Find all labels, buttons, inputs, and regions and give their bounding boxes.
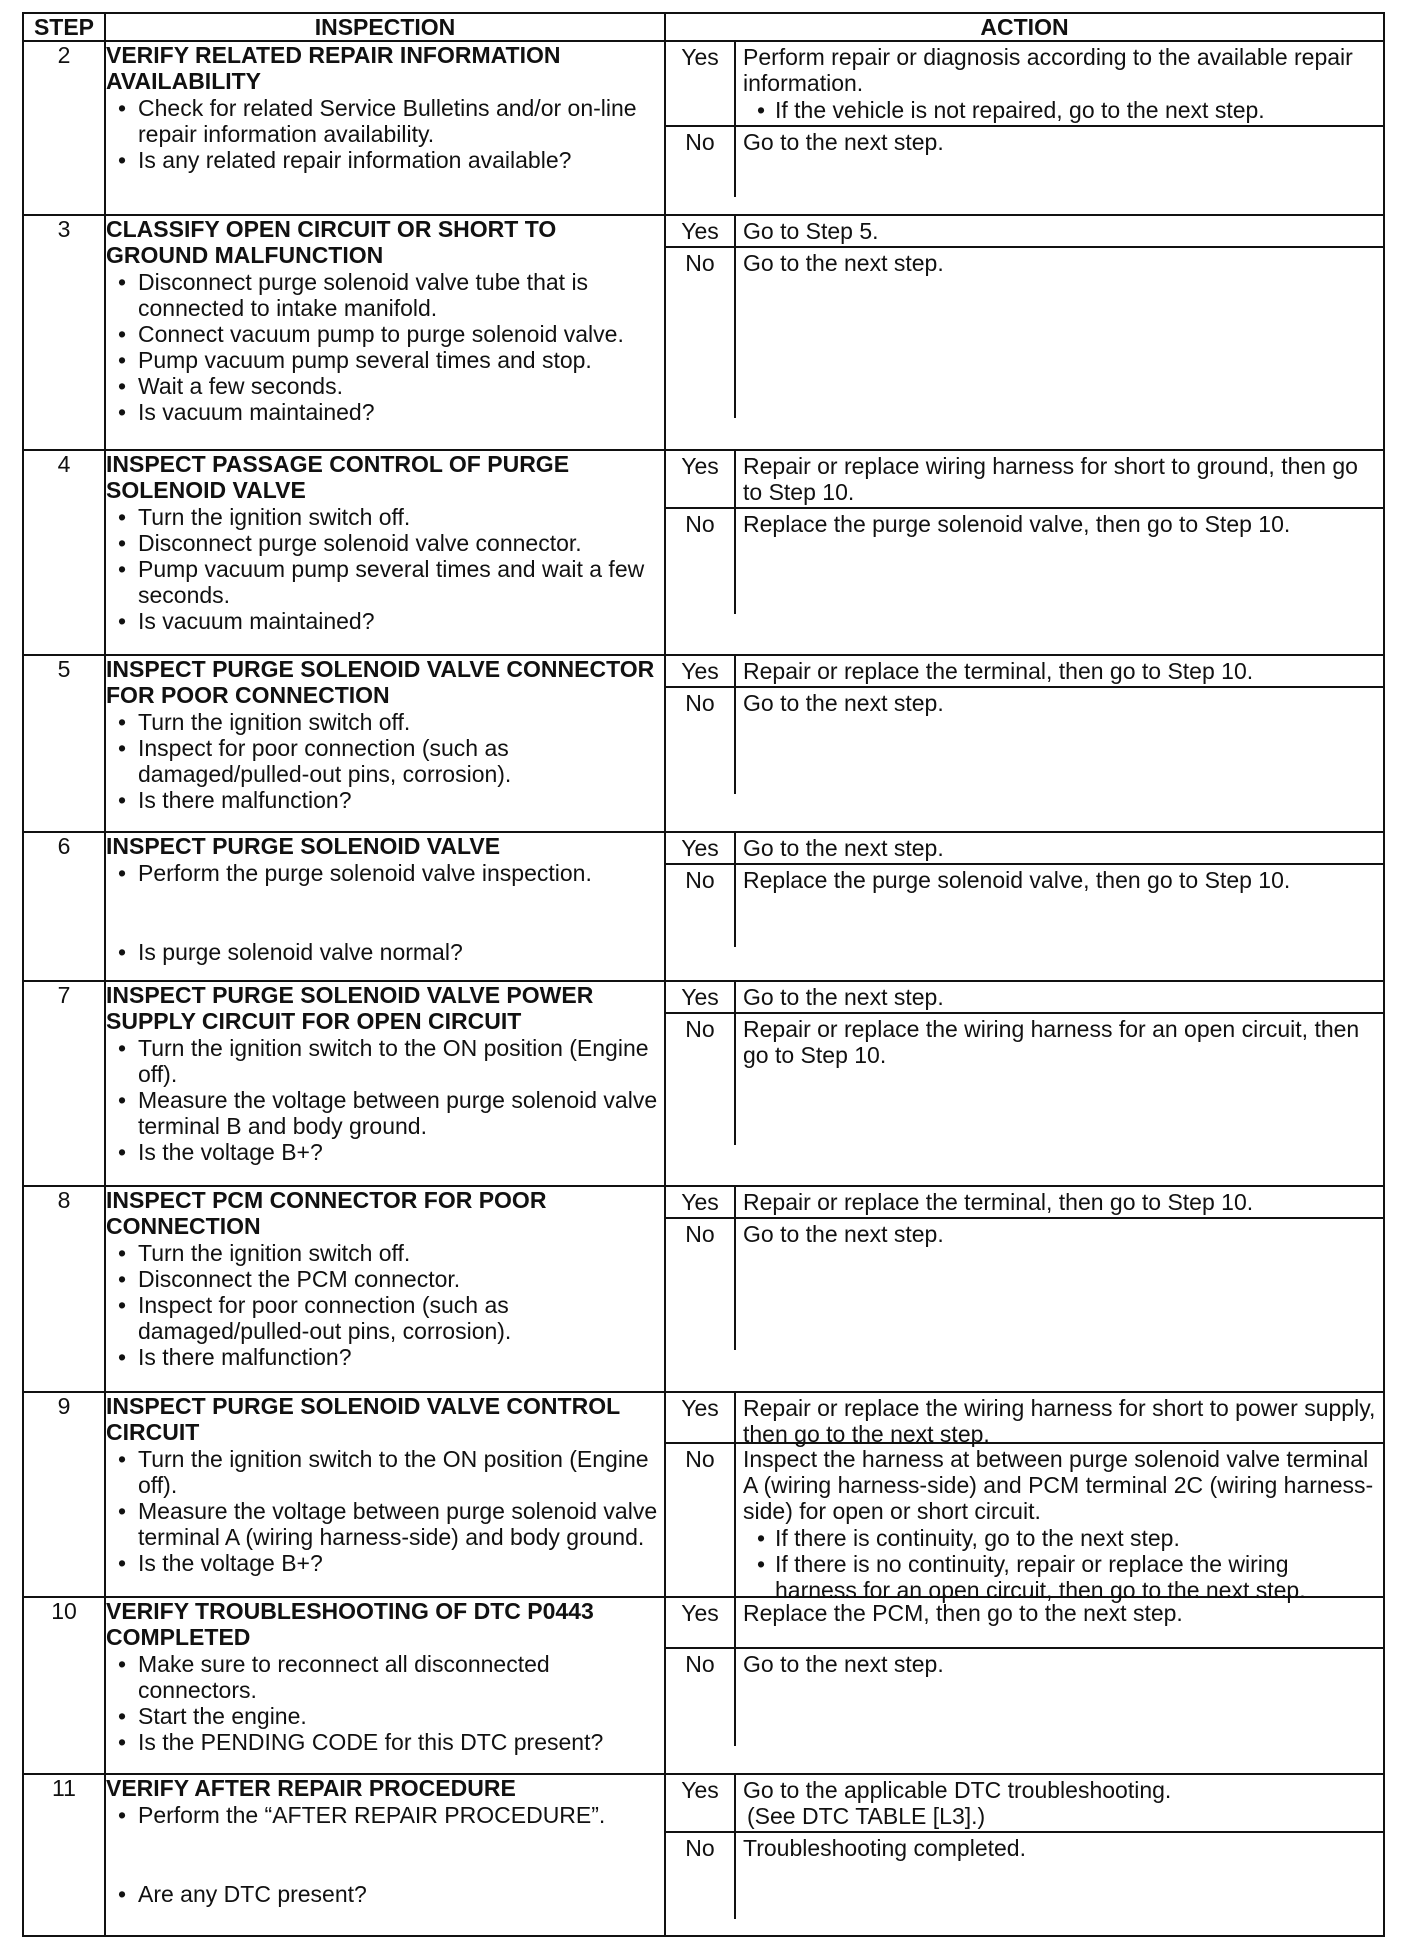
action-bullet: • If the vehicle is not repaired, go to the next step. bbox=[743, 97, 1376, 123]
action-cell bbox=[665, 450, 1384, 655]
no-action-text: Go to the next step. bbox=[743, 129, 944, 155]
inspection-bullet: • Disconnect purge solenoid valve tube that is connected to intake manifold. bbox=[106, 269, 664, 321]
yes-branch bbox=[666, 656, 1383, 688]
no-label: No bbox=[666, 248, 736, 418]
action-cell bbox=[665, 1774, 1384, 1936]
no-branch bbox=[666, 688, 1383, 794]
no-branch bbox=[666, 127, 1383, 197]
inspection-bullet: • Start the engine. bbox=[106, 1703, 664, 1729]
no-action bbox=[736, 688, 1383, 794]
yes-action-reference: (See DTC TABLE [L3].) bbox=[747, 1802, 986, 1829]
inspection-cell bbox=[105, 655, 665, 832]
yes-action bbox=[736, 216, 1383, 246]
action-cell bbox=[665, 981, 1384, 1186]
inspection-bullet: • Is vacuum maintained? bbox=[106, 399, 664, 425]
yes-action-text: Repair or replace the terminal, then go to Step 10. bbox=[743, 658, 1254, 685]
no-action-text: Go to the next step. bbox=[743, 690, 944, 717]
no-action bbox=[736, 1014, 1383, 1145]
no-action bbox=[736, 1649, 1383, 1746]
inspection-bullets bbox=[106, 504, 664, 634]
yes-label: Yes bbox=[666, 42, 736, 125]
table-row bbox=[23, 215, 1384, 449]
no-label: No bbox=[666, 1444, 736, 1605]
yes-action bbox=[736, 833, 1383, 863]
inspection-cell bbox=[105, 832, 665, 981]
inspection-bullet: • Is the PENDING CODE for this DTC present? bbox=[106, 1729, 664, 1755]
inspection-title: INSPECT PURGE SOLENOID VALVE CONNECTOR FOR POOR CONNECTION bbox=[106, 656, 655, 709]
diagnostic-table bbox=[22, 12, 1385, 1937]
table-row bbox=[23, 450, 1384, 655]
inspection-bullet: • Wait a few seconds. bbox=[106, 373, 664, 399]
no-action bbox=[736, 1833, 1383, 1919]
inspection-bullet: • Pump vacuum pump several times and stop. bbox=[106, 347, 664, 373]
inspection-title: CLASSIFY OPEN CIRCUIT OR SHORT TO GROUND MALFUNCTION bbox=[106, 216, 557, 269]
yes-label: Yes bbox=[666, 1187, 736, 1217]
yes-label: Yes bbox=[666, 833, 736, 863]
yes-branch bbox=[666, 1775, 1383, 1833]
no-label: No bbox=[666, 1649, 736, 1746]
no-branch bbox=[666, 248, 1383, 418]
no-label: No bbox=[666, 509, 736, 614]
yes-action-text: Go to the next step. bbox=[743, 983, 944, 1010]
header-inspection: INSPECTION bbox=[105, 13, 665, 41]
inspection-bullet: • Is any related repair information available? bbox=[106, 147, 664, 173]
no-branch bbox=[666, 1649, 1383, 1746]
inspection-title: INSPECT PURGE SOLENOID VALVE CONTROL CIRCUIT bbox=[106, 1392, 620, 1445]
yes-label: Yes bbox=[666, 982, 736, 1012]
spacer bbox=[106, 1828, 664, 1880]
inspection-bullet: • Is vacuum maintained? bbox=[106, 608, 664, 634]
yes-action bbox=[736, 1775, 1383, 1831]
yes-action-text: Go to the applicable DTC troubleshooting. bbox=[743, 1776, 1172, 1803]
inspection-bullet: • Check for related Service Bulletins and/or on-line repair information availability. bbox=[106, 95, 664, 147]
yes-action-text: Replace the PCM, then go to the next step. bbox=[743, 1600, 1183, 1627]
yes-label: Yes bbox=[666, 1775, 736, 1831]
no-branch bbox=[666, 1014, 1383, 1145]
inspection-title: INSPECT PURGE SOLENOID VALVE bbox=[106, 832, 501, 859]
inspection-bullets bbox=[106, 860, 664, 886]
inspection-title: VERIFY TROUBLESHOOTING OF DTC P0443 COMPLETED bbox=[106, 1598, 594, 1651]
no-action bbox=[736, 509, 1383, 614]
yes-branch bbox=[666, 982, 1383, 1014]
table-row bbox=[23, 981, 1384, 1186]
inspection-bullet: • Turn the ignition switch to the ON position (Engine off). bbox=[106, 1035, 664, 1087]
table-row bbox=[23, 1392, 1384, 1597]
yes-label: Yes bbox=[666, 451, 736, 507]
inspection-bullet: • Turn the ignition switch off. bbox=[106, 1240, 664, 1266]
no-label: No bbox=[666, 688, 736, 794]
inspection-bullets bbox=[106, 1802, 664, 1828]
inspection-bullet: • Turn the ignition switch to the ON position (Engine off). bbox=[106, 1446, 664, 1498]
action-cell bbox=[665, 1186, 1384, 1391]
yes-branch bbox=[666, 216, 1383, 248]
no-label: No bbox=[666, 1219, 736, 1350]
table-body bbox=[23, 41, 1384, 1936]
inspection-bullet: • Connect vacuum pump to purge solenoid valve. bbox=[106, 321, 664, 347]
yes-action bbox=[736, 42, 1383, 125]
yes-branch bbox=[666, 833, 1383, 865]
yes-label: Yes bbox=[666, 1393, 736, 1442]
inspection-bullet: • Is purge solenoid valve normal? bbox=[106, 939, 664, 965]
inspection-bullet: • Turn the ignition switch off. bbox=[106, 709, 664, 735]
yes-action-text: Go to Step 5. bbox=[743, 218, 879, 245]
yes-action bbox=[736, 656, 1383, 686]
action-cell bbox=[665, 1597, 1384, 1774]
no-action-text: Repair or replace the wiring harness for an open circuit, then go to Step 10. bbox=[743, 1015, 1360, 1068]
yes-label: Yes bbox=[666, 656, 736, 686]
inspection-bullet: • Inspect for poor connection (such as damaged/pulled-out pins, corrosion). bbox=[106, 1292, 664, 1344]
inspection-bullet: • Disconnect the PCM connector. bbox=[106, 1266, 664, 1292]
no-action-text: Go to the next step. bbox=[743, 1221, 944, 1248]
yes-action-text: Repair or replace wiring harness for short to ground, then go to Step 10. bbox=[743, 452, 1358, 505]
yes-action bbox=[736, 1598, 1383, 1647]
yes-branch bbox=[666, 1598, 1383, 1649]
inspection-bullets bbox=[106, 1651, 664, 1755]
inspection-cell bbox=[105, 1774, 665, 1936]
yes-action bbox=[736, 982, 1383, 1012]
inspection-bullet: • Is the voltage B+? bbox=[106, 1550, 664, 1576]
inspection-bullet: • Is there malfunction? bbox=[106, 1344, 664, 1370]
no-label: No bbox=[666, 865, 736, 947]
header-action: ACTION bbox=[665, 13, 1384, 41]
no-action-text: Replace the purge solenoid valve, then go to Step 10. bbox=[743, 866, 1291, 893]
yes-action-text: Repair or replace the wiring harness for short to power supply, then go to the next step. bbox=[743, 1394, 1376, 1447]
inspection-bullets bbox=[106, 1240, 664, 1370]
no-action bbox=[736, 1444, 1383, 1605]
inspection-cell bbox=[105, 981, 665, 1186]
spacer bbox=[106, 886, 664, 938]
no-branch bbox=[666, 509, 1383, 614]
action-bullet: • If there is no continuity, repair or replace the wiring harness for an open circuit, then go to the next step. bbox=[743, 1551, 1376, 1603]
table-row bbox=[23, 1774, 1384, 1936]
no-action-bullets bbox=[743, 1525, 1376, 1603]
inspection-bullets-after bbox=[106, 939, 664, 965]
step-number: 3 bbox=[23, 215, 105, 449]
yes-branch bbox=[666, 1393, 1383, 1447]
yes-action-text: Perform repair or diagnosis according to the available repair information. bbox=[743, 44, 1353, 96]
step-number: 7 bbox=[23, 981, 105, 1186]
yes-action-text: Go to the next step. bbox=[743, 834, 944, 861]
table-row bbox=[23, 655, 1384, 832]
action-cell bbox=[665, 832, 1384, 981]
no-action bbox=[736, 865, 1383, 947]
inspection-cell bbox=[105, 1186, 665, 1391]
yes-branch bbox=[666, 1187, 1383, 1219]
yes-branch bbox=[666, 451, 1383, 509]
inspection-bullet: • Inspect for poor connection (such as damaged/pulled-out pins, corrosion). bbox=[106, 735, 664, 787]
inspection-bullet: • Are any DTC present? bbox=[106, 1881, 664, 1907]
inspection-bullet: • Perform the purge solenoid valve inspection. bbox=[106, 860, 664, 886]
inspection-bullets bbox=[106, 1035, 664, 1165]
inspection-bullets bbox=[106, 709, 664, 813]
action-cell bbox=[665, 655, 1384, 832]
no-branch bbox=[666, 1444, 1383, 1605]
inspection-bullets-after bbox=[106, 1881, 664, 1907]
inspection-cell bbox=[105, 215, 665, 449]
yes-action bbox=[736, 451, 1383, 507]
yes-branch bbox=[666, 42, 1383, 127]
inspection-cell bbox=[105, 41, 665, 215]
inspection-bullet: • Is there malfunction? bbox=[106, 787, 664, 813]
no-label: No bbox=[666, 127, 736, 197]
yes-label: Yes bbox=[666, 216, 736, 246]
inspection-title: INSPECT PCM CONNECTOR FOR POOR CONNECTION bbox=[106, 1187, 547, 1240]
no-action-text: Go to the next step. bbox=[743, 250, 944, 277]
step-number: 8 bbox=[23, 1186, 105, 1391]
no-branch bbox=[666, 865, 1383, 947]
yes-action-text: Repair or replace the terminal, then go to Step 10. bbox=[743, 1189, 1254, 1216]
step-number: 5 bbox=[23, 655, 105, 832]
no-action-text: Replace the purge solenoid valve, then go to Step 10. bbox=[743, 510, 1291, 537]
no-action bbox=[736, 248, 1383, 418]
inspection-bullet: • Disconnect purge solenoid valve connector. bbox=[106, 530, 664, 556]
table-row bbox=[23, 1186, 1384, 1391]
inspection-title: VERIFY RELATED REPAIR INFORMATION AVAILABILITY bbox=[106, 42, 561, 94]
no-action bbox=[736, 127, 1383, 197]
no-action bbox=[736, 1219, 1383, 1350]
action-cell bbox=[665, 41, 1384, 215]
header-step: STEP bbox=[23, 13, 105, 41]
yes-action bbox=[736, 1187, 1383, 1217]
step-number: 10 bbox=[23, 1597, 105, 1774]
no-label: No bbox=[666, 1014, 736, 1145]
action-cell bbox=[665, 215, 1384, 449]
inspection-cell bbox=[105, 1597, 665, 1774]
inspection-cell bbox=[105, 1392, 665, 1597]
inspection-bullet: • Make sure to reconnect all disconnected connectors. bbox=[106, 1651, 664, 1703]
step-number: 9 bbox=[23, 1392, 105, 1597]
inspection-cell bbox=[105, 450, 665, 655]
yes-action bbox=[736, 1393, 1383, 1447]
yes-action-bullets bbox=[743, 97, 1376, 123]
inspection-title: INSPECT PURGE SOLENOID VALVE POWER SUPPLY CIRCUIT FOR OPEN CIRCUIT bbox=[106, 981, 594, 1034]
step-number: 2 bbox=[23, 41, 105, 215]
no-branch bbox=[666, 1219, 1383, 1350]
inspection-title: VERIFY AFTER REPAIR PROCEDURE bbox=[106, 1774, 516, 1801]
inspection-bullet: • Perform the “AFTER REPAIR PROCEDURE”. bbox=[106, 1802, 664, 1828]
inspection-bullet: • Measure the voltage between purge solenoid valve terminal A (wiring harness-side) and body ground. bbox=[106, 1498, 664, 1550]
step-number: 6 bbox=[23, 832, 105, 981]
action-bullet: • If there is continuity, go to the next step. bbox=[743, 1525, 1376, 1551]
no-label: No bbox=[666, 1833, 736, 1919]
step-number: 4 bbox=[23, 450, 105, 655]
inspection-bullet: • Turn the ignition switch off. bbox=[106, 504, 664, 530]
table-row bbox=[23, 41, 1384, 215]
inspection-bullets bbox=[106, 95, 664, 173]
action-cell bbox=[665, 1392, 1384, 1603]
inspection-bullet: • Pump vacuum pump several times and wait a few seconds. bbox=[106, 556, 664, 608]
no-action-text: Go to the next step. bbox=[743, 1651, 944, 1678]
no-action-text: Troubleshooting completed. bbox=[743, 1834, 1026, 1861]
inspection-bullets bbox=[106, 269, 664, 425]
table-row bbox=[23, 1597, 1384, 1774]
inspection-title: INSPECT PASSAGE CONTROL OF PURGE SOLENOID VALVE bbox=[106, 450, 570, 503]
inspection-bullets bbox=[106, 1446, 664, 1576]
table-row bbox=[23, 832, 1384, 981]
step-number: 11 bbox=[23, 1774, 105, 1936]
no-action-text: Inspect the harness at between purge solenoid valve terminal A (wiring harness-side) and PCM terminal 2C (wiring harness-side) for open or short circuit. bbox=[743, 1445, 1374, 1524]
no-branch bbox=[666, 1833, 1383, 1919]
inspection-bullet: • Is the voltage B+? bbox=[106, 1139, 664, 1165]
inspection-bullet: • Measure the voltage between purge solenoid valve terminal B and body ground. bbox=[106, 1087, 664, 1139]
yes-label: Yes bbox=[666, 1598, 736, 1647]
